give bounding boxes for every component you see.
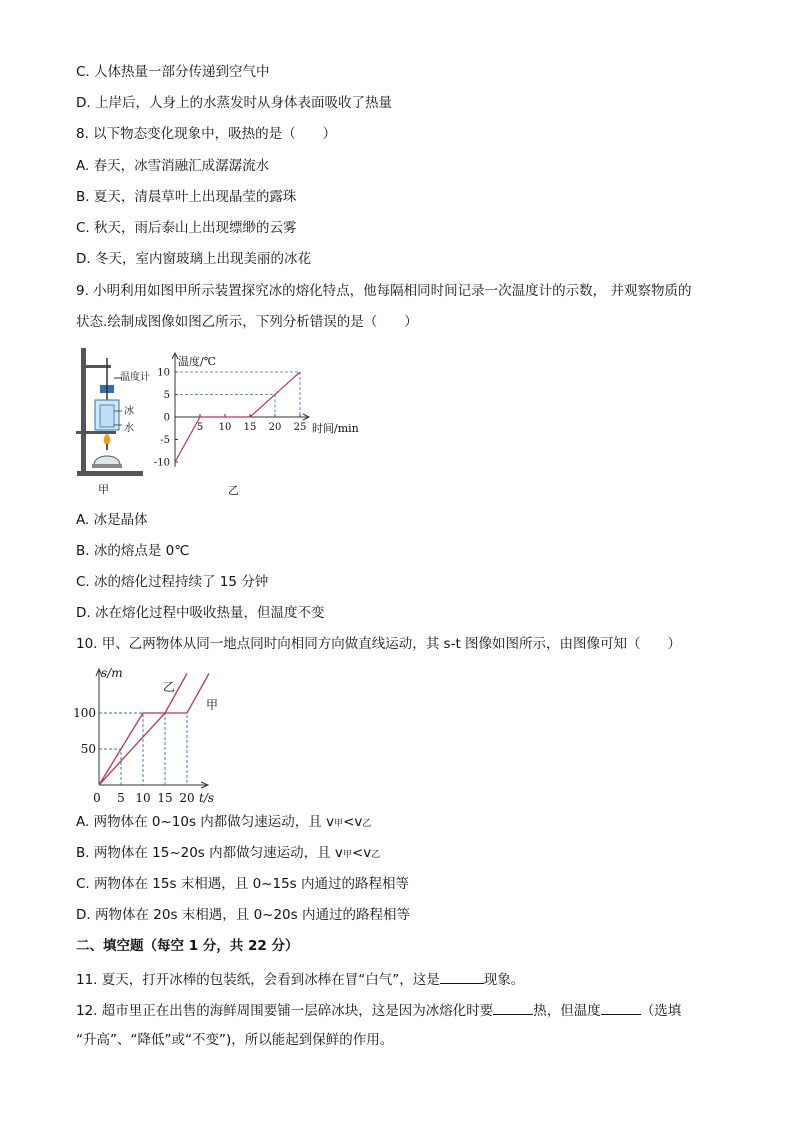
q12-blank-1[interactable] <box>493 1000 533 1015</box>
q12-mid: 热，但温度 <box>533 1003 601 1019</box>
y-tick-label: 50 <box>80 742 96 756</box>
stand-base <box>77 471 143 476</box>
y-tick-label: 0 <box>163 412 170 424</box>
x-axis-label: t/s <box>199 791 215 805</box>
figure-caption-jia: 甲 <box>98 483 109 495</box>
q12-blank-2[interactable] <box>601 1000 641 1015</box>
q11-post: 现象。 <box>483 972 525 988</box>
x-tick-label: 0 <box>93 791 101 805</box>
q8-option-a: A. 春天，冰雪消融汇成潺潺流水 <box>76 158 270 174</box>
x-tick-label: 5 <box>117 791 125 805</box>
question-9-line1: 9. 小明利用如图甲所示装置探究冰的熔化特点，他每隔相同时间记录一次温度计的示数， 并观察物质的 <box>76 283 692 299</box>
question-12-line2: “升高”、“降低”或“不变”)，所以能起到保鲜的作用。 <box>76 1032 394 1048</box>
q8-option-d: D. 冬天，室内窗玻璃上出现美丽的冰花 <box>76 251 311 267</box>
flame <box>104 433 111 444</box>
section-heading: 二、填空题（每空 1 分，共 22 分） <box>76 938 299 954</box>
water-label: 水 <box>124 423 134 434</box>
guide-line <box>175 395 275 418</box>
x-tick-label: 15 <box>157 791 173 805</box>
q10-option-b <box>76 844 380 864</box>
q10a-sub2: 乙 <box>362 819 372 829</box>
q8-option-b: B. 夏天，清晨草叶上出现晶莹的露珠 <box>76 189 297 205</box>
x-tick-label: 10 <box>218 422 232 433</box>
q10b-sub1: 甲 <box>342 850 352 860</box>
y-axis-label: s/m <box>101 666 123 680</box>
x-tick-label: 10 <box>135 791 151 805</box>
y-tick-label: 5 <box>163 390 170 401</box>
q11-text: 11. 夏天，打开冰棒的包装纸，会看到冰棒在冒“白气”，这是 <box>76 972 440 988</box>
q10a-text: A. 两物体在 0~10s 内都做匀速运动，且 v <box>76 814 335 830</box>
series-line <box>99 673 209 785</box>
q9-option-b: B. 冰的熔点是 0℃ <box>76 543 190 559</box>
q10b-text: B. 两物体在 15~20s 内都做匀速运动，且 v <box>76 845 343 861</box>
apparatus-figure <box>72 343 162 495</box>
thermometer-label: 温度计 <box>120 372 150 383</box>
q10-option-d: D. 两物体在 20s 末相遇，且 0~20s 内通过的路程相等 <box>76 907 410 923</box>
q8-option-c: C. 秋天，雨后泰山上出现缥缈的云雾 <box>76 220 297 236</box>
test-tube <box>100 405 114 427</box>
q9-option-c: C. 冰的熔化过程持续了 15 分钟 <box>76 574 269 590</box>
q10a-sub1: 甲 <box>334 819 344 829</box>
question-12 <box>76 1000 681 1020</box>
x-axis-label: 时间/min <box>312 422 359 435</box>
question-10: 10. 甲、乙两物体从同一地点同时向相同方向做直线运动，其 s-t 图像如图所示，由图像可知（ ） <box>76 636 682 652</box>
y-tick-label: 10 <box>157 367 170 379</box>
y-axis-label: 温度/℃ <box>178 355 217 368</box>
x-tick-label: 15 <box>243 422 257 433</box>
temperature-chart <box>150 345 370 497</box>
x-tick-label: 20 <box>268 422 282 433</box>
figure-caption-yi: 乙 <box>228 484 239 497</box>
q10b-sub2: 乙 <box>371 850 381 860</box>
option-c-prev: C. 人体热量一部分传递到空气中 <box>76 64 270 80</box>
lamp <box>94 456 120 465</box>
y-tick-label: -10 <box>153 457 170 469</box>
x-tick-label: 25 <box>293 422 307 433</box>
q11-blank[interactable] <box>440 969 484 984</box>
series-label: 甲 <box>206 698 219 712</box>
q12-post: （选填 <box>640 1003 682 1019</box>
y-tick-label: -5 <box>160 435 170 446</box>
question-8: 8. 以下物态变化现象中，吸热的是（ ） <box>76 126 337 142</box>
option-d-prev: D. 上岸后，人身上的水蒸发时从身体表面吸收了热量 <box>76 95 392 111</box>
ice-label: 冰 <box>124 406 134 417</box>
q9-option-a: A. 冰是晶体 <box>76 512 148 528</box>
st-chart <box>72 660 242 808</box>
q12-text: 12. 超市里正在出售的海鲜周围要铺一层碎冰块，这是因为冰熔化时要 <box>76 1003 494 1019</box>
q10-option-c: C. 两物体在 15s 末相遇，且 0~15s 内通过的路程相等 <box>76 876 409 892</box>
series-label: 乙 <box>163 680 176 694</box>
question-9-line2: 状态.绘制成图像如图乙所示，下列分析错误的是（ ） <box>76 314 418 330</box>
q10b-mid: <v <box>351 845 372 861</box>
q10a-mid: <v <box>343 814 363 830</box>
q9-option-d: D. 冰在熔化过程中吸收热量，但温度不变 <box>76 605 325 621</box>
x-tick-label: 20 <box>179 791 195 805</box>
y-tick-label: 100 <box>73 706 96 720</box>
question-11 <box>76 969 524 989</box>
x-tick-label: 5 <box>196 422 204 433</box>
q10-option-a <box>76 813 371 833</box>
